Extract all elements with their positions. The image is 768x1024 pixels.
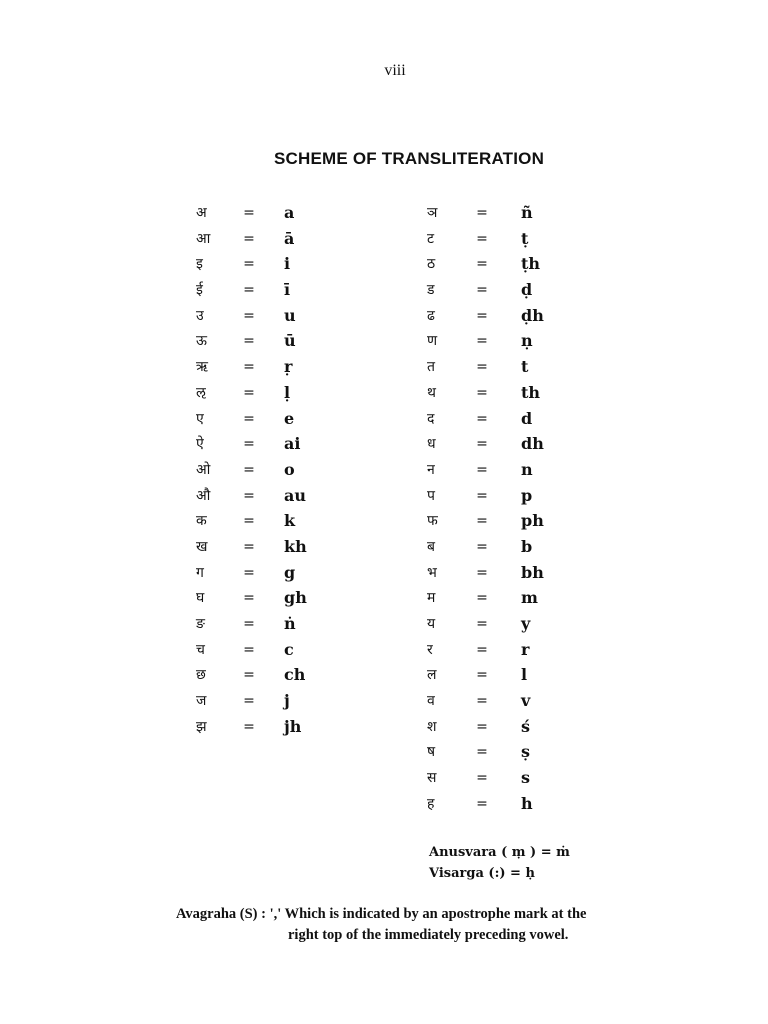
- devanagari-letter: ङ: [196, 616, 205, 632]
- roman-transliteration: ai: [284, 434, 301, 454]
- roman-transliteration: c: [284, 639, 294, 659]
- equals-sign: =: [243, 538, 255, 555]
- equals-sign: =: [243, 590, 255, 607]
- roman-transliteration: m: [521, 588, 538, 608]
- page-number: viii: [384, 62, 406, 79]
- devanagari-letter: म: [427, 590, 436, 607]
- roman-transliteration: t: [521, 357, 529, 377]
- roman-transliteration: i: [284, 254, 291, 274]
- equals-sign: =: [243, 333, 255, 350]
- equals-sign: =: [476, 770, 488, 787]
- equals-sign: =: [243, 461, 255, 478]
- devanagari-letter: ग: [196, 564, 204, 581]
- devanagari-letter: ण: [427, 333, 438, 350]
- equals-sign: =: [243, 230, 255, 247]
- devanagari-letter: उ: [196, 307, 204, 324]
- equals-sign: =: [243, 307, 255, 324]
- devanagari-letter: ऌ: [196, 384, 206, 401]
- equals-sign: =: [243, 256, 255, 273]
- devanagari-letter: ड: [427, 282, 435, 299]
- roman-transliteration: ṛ: [284, 357, 293, 377]
- page-title: SCHEME OF TRANSLITERATION: [274, 149, 545, 168]
- roman-transliteration: r: [521, 639, 530, 659]
- roman-transliteration: b: [521, 536, 533, 556]
- roman-transliteration: ū: [284, 331, 296, 351]
- roman-transliteration: g: [284, 562, 296, 582]
- devanagari-letter: द: [427, 410, 435, 427]
- equals-sign: =: [243, 513, 255, 530]
- equals-sign: =: [476, 410, 488, 427]
- avagraha-note: [176, 904, 616, 946]
- devanagari-letter: क: [196, 513, 207, 530]
- equals-sign: =: [243, 616, 255, 632]
- equals-sign: =: [476, 538, 488, 555]
- roman-transliteration: s: [521, 768, 531, 788]
- devanagari-letter: छ: [196, 667, 206, 684]
- devanagari-letter: फ: [427, 513, 438, 530]
- devanagari-letter: त: [427, 359, 435, 376]
- avagraha-line-2: right top of the immediately preceding vowel.: [288, 927, 569, 943]
- equals-sign: =: [243, 205, 255, 221]
- equals-sign: =: [243, 693, 255, 710]
- equals-sign: =: [476, 333, 488, 350]
- equals-sign: =: [243, 487, 255, 504]
- equals-sign: =: [476, 205, 488, 221]
- devanagari-letter: ष: [427, 744, 436, 761]
- roman-transliteration: e: [284, 408, 295, 428]
- equals-sign: =: [476, 307, 488, 324]
- roman-transliteration: ḍ: [521, 280, 533, 300]
- equals-sign: =: [476, 461, 488, 478]
- equals-sign: =: [476, 384, 488, 401]
- roman-transliteration: ch: [284, 665, 306, 685]
- roman-transliteration: dh: [521, 434, 544, 454]
- roman-transliteration: th: [521, 382, 541, 402]
- roman-transliteration: ā: [284, 228, 295, 248]
- roman-transliteration: v: [521, 691, 531, 711]
- devanagari-letter: स: [427, 770, 437, 787]
- roman-transliteration: ṅ: [284, 614, 296, 633]
- equals-sign: =: [243, 718, 255, 735]
- devanagari-letter: इ: [196, 256, 203, 273]
- devanagari-letter: अ: [196, 205, 207, 221]
- equals-sign: =: [243, 436, 255, 453]
- equals-sign: =: [476, 282, 488, 299]
- devanagari-letter: भ: [427, 564, 437, 581]
- roman-transliteration: ḷ: [284, 382, 291, 402]
- devanagari-letter: ऐ: [196, 436, 204, 453]
- devanagari-letter: औ: [196, 487, 211, 504]
- roman-transliteration: au: [284, 485, 306, 505]
- devanagari-letter: न: [427, 461, 435, 478]
- roman-transliteration: h: [521, 793, 533, 813]
- roman-transliteration: ī: [284, 280, 291, 300]
- equals-sign: =: [476, 795, 488, 812]
- devanagari-letter: श: [427, 718, 437, 735]
- roman-transliteration: a: [284, 203, 295, 222]
- roman-transliteration: ṇ: [521, 331, 533, 351]
- roman-transliteration: gh: [284, 588, 307, 608]
- equals-sign: =: [476, 564, 488, 581]
- equals-sign: =: [476, 256, 488, 273]
- roman-transliteration: ś: [521, 716, 531, 736]
- roman-transliteration: ṣ: [521, 742, 531, 762]
- roman-transliteration: l: [521, 665, 528, 685]
- roman-transliteration: k: [284, 511, 296, 531]
- roman-transliteration: ṭ: [521, 228, 529, 248]
- devanagari-letter: ऋ: [196, 359, 208, 376]
- roman-transliteration: u: [284, 305, 296, 325]
- equals-sign: =: [476, 436, 488, 453]
- devanagari-letter: ठ: [427, 256, 436, 273]
- equals-sign: =: [476, 230, 488, 247]
- equals-sign: =: [476, 590, 488, 607]
- devanagari-letter: ओ: [196, 461, 211, 478]
- roman-transliteration: p: [521, 485, 533, 505]
- anusvara-note: Anusvara ( ṃ ) = ṁ: [429, 845, 570, 860]
- roman-transliteration: ph: [521, 511, 544, 531]
- equals-sign: =: [476, 667, 488, 684]
- notes-block: [429, 842, 570, 884]
- equals-sign: =: [476, 693, 488, 710]
- visarga-note: Visarga (:) = ḥ: [429, 866, 535, 881]
- devanagari-letter: प: [427, 487, 435, 504]
- devanagari-letter: ख: [196, 538, 208, 555]
- devanagari-letter: ऊ: [196, 333, 207, 350]
- devanagari-letter: ट: [427, 230, 435, 247]
- equals-sign: =: [243, 564, 255, 581]
- devanagari-letter: ध: [427, 436, 436, 453]
- devanagari-letter: ज: [196, 693, 207, 710]
- equals-sign: =: [243, 282, 255, 299]
- devanagari-letter: च: [196, 641, 205, 658]
- equals-sign: =: [243, 384, 255, 401]
- equals-sign: =: [476, 616, 488, 632]
- devanagari-letter: झ: [196, 718, 207, 735]
- devanagari-letter: ल: [427, 667, 437, 684]
- equals-sign: =: [243, 667, 255, 684]
- equals-sign: =: [476, 641, 488, 658]
- devanagari-letter: थ: [427, 384, 436, 401]
- roman-transliteration: o: [284, 459, 295, 479]
- devanagari-letter: ब: [427, 538, 435, 555]
- devanagari-letter: ढ: [427, 307, 435, 324]
- roman-transliteration: ṭh: [521, 254, 541, 274]
- devanagari-letter: व: [427, 693, 435, 710]
- equals-sign: =: [243, 359, 255, 376]
- roman-transliteration: bh: [521, 562, 544, 582]
- roman-transliteration: y: [521, 614, 531, 633]
- devanagari-letter: य: [427, 616, 436, 632]
- devanagari-letter: ञ: [427, 205, 438, 221]
- devanagari-letter: ए: [196, 410, 204, 427]
- equals-sign: =: [476, 513, 488, 530]
- equals-sign: =: [243, 641, 255, 658]
- roman-transliteration: kh: [284, 536, 307, 556]
- avagraha-line-1: Avagraha (S) : ',' Which is indicated by an apostrophe mark at the: [176, 906, 587, 922]
- roman-transliteration: d: [521, 408, 533, 428]
- devanagari-letter: र: [427, 641, 433, 658]
- devanagari-letter: घ: [196, 590, 205, 607]
- equals-sign: =: [243, 410, 255, 427]
- devanagari-letter: ई: [196, 282, 203, 299]
- equals-sign: =: [476, 744, 488, 761]
- devanagari-letter: आ: [196, 230, 211, 247]
- roman-transliteration: n: [521, 459, 533, 479]
- equals-sign: =: [476, 359, 488, 376]
- roman-transliteration: jh: [284, 716, 302, 736]
- devanagari-letter: ह: [427, 795, 435, 812]
- roman-transliteration: j: [284, 691, 290, 711]
- equals-sign: =: [476, 487, 488, 504]
- roman-transliteration: ñ: [521, 203, 533, 222]
- roman-transliteration: ḍh: [521, 305, 544, 325]
- equals-sign: =: [476, 718, 488, 735]
